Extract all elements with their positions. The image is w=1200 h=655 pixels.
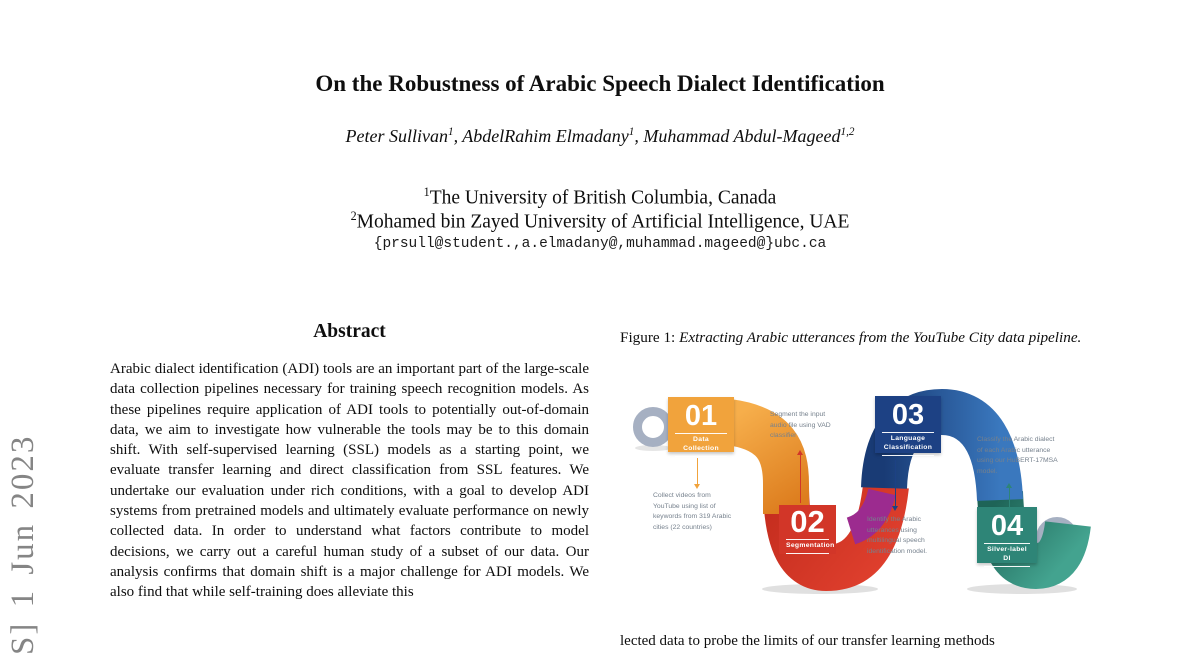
author-line [0, 126, 1200, 147]
step-label: Segmentation [786, 539, 829, 554]
step-annotation-segmentation: Segment the input audio file using VAD classifier [770, 411, 831, 440]
step-box-04 [977, 507, 1037, 563]
abstract-heading: Abstract [313, 321, 386, 342]
connector-arrow-step4 [1006, 483, 1013, 508]
arxiv-stamp: S] 1 Jun 2023 [5, 434, 41, 655]
step-box-01 [668, 397, 734, 452]
step-annotation-silver-label-di: Classify the Arabic dialect of each Arabic utterance using our HuBERT-17MSA model. [977, 436, 1058, 476]
author-affiliation-superscript: 1 [628, 126, 635, 138]
affiliation-line: $^2$Mohamed bin Zayed University of Artificial Intelligence, UAE [350, 209, 850, 233]
author-name: Peter Sullivan$^1$, [345, 126, 463, 146]
figure-caption-label: Figure 1: [620, 329, 676, 346]
connector-arrow-step3 [892, 460, 899, 511]
arrow-down-icon [694, 484, 700, 489]
author-name: AbdelRahim Elmadany$^1$, [462, 126, 644, 146]
paper-title: On the Robustness of Arabic Speech Dialect Identification [315, 71, 885, 96]
affiliation-line: $^1$The University of British Columbia, Canada [423, 185, 777, 209]
step-label: Language Classification [882, 432, 934, 456]
pipeline-infographic [620, 388, 1100, 603]
step-number: 01 [684, 400, 718, 432]
connector-arrow-step1 [694, 458, 701, 489]
abstract-text: Arabic dialect identification (ADI) tools are an important part of the large-scale data collection pipelines necessary for training speech recognition models. As these pipelines require application of ADI tools to potentially out-of-domain data, we aim to investigate how vulnerable the tools may be to this domain shift. With self-supervised learning (SSL) models as a starting point, we evaluate transfer learning and direct classification from SSL features. We undertake our evaluation under rich conditions, with a goal to develop ADI systems from pretrained models and ultimately evaluate performance on newly collected data. In order to understand what factors contribute to model decisions, we carry out a careful human study of a subset of our data. Our analysis confirms that domain shift is a major challenge for ADI models. We also find that while self-training does alleviate this [110, 361, 589, 601]
step-number: 02 [790, 504, 825, 539]
email-line: {prsull@student.,a.elmadany@,muhammad.mageed@}ubc.ca [373, 236, 827, 252]
figure-caption [620, 327, 1091, 348]
step-label: Data Collection [675, 433, 727, 457]
step-number: 04 [990, 510, 1024, 542]
step-annotation-language-classification: Identify the Arabic utterances using multilingual speech identification model. [867, 516, 928, 556]
body-text-continuation: lected data to probe the limits of our transfer learning methods [620, 633, 995, 649]
author-affiliation-superscript: 1,2 [840, 126, 855, 138]
step-box-03 [875, 396, 941, 453]
step-annotation-data-collection: Collect videos from YouTube using list of keywords from 319 Arabic cities (22 countries) [653, 492, 732, 532]
step-label: Silver-label DI [984, 543, 1030, 567]
step-number: 03 [891, 399, 925, 431]
ring-start-icon [638, 412, 669, 443]
connector-arrow-step2 [797, 450, 804, 503]
arrow-down-icon [892, 506, 898, 511]
figure-caption-text: Extracting Arabic utterances from the YouTube City data pipeline. [679, 329, 1082, 346]
author-name: Muhammad Abdul-Mageed$^{1,2}$ [643, 126, 855, 146]
step-box-02 [779, 505, 836, 554]
author-affiliation-superscript: 1 [448, 126, 454, 138]
